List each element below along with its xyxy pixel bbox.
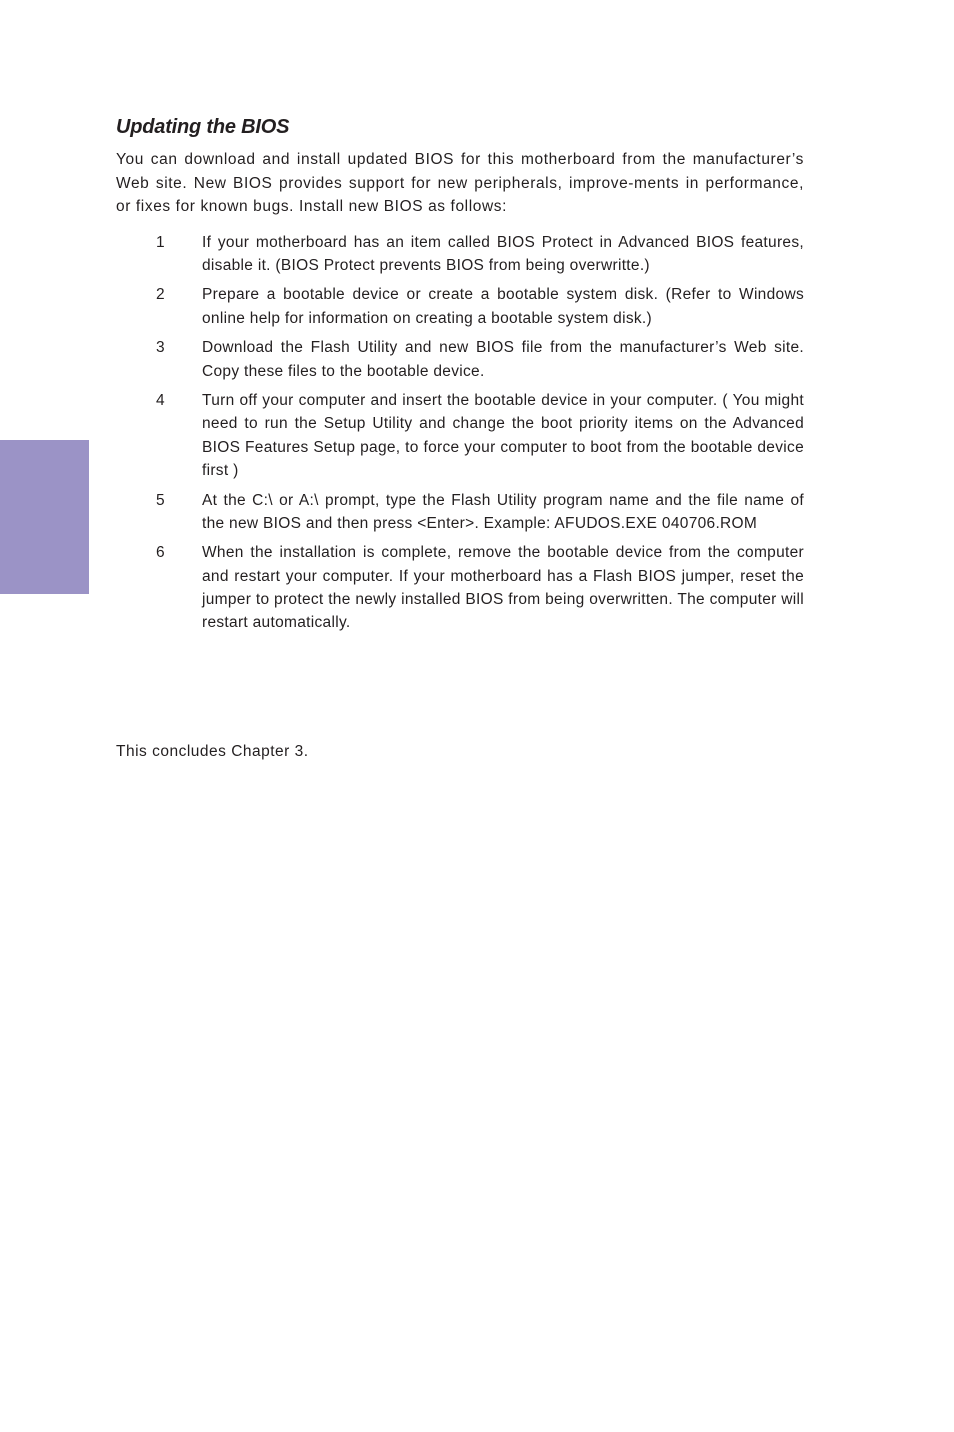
step-text: If your motherboard has an item called BIOS Protect in Advanced BIOS features, disable it. (BIOS Protect prevents BIOS from being overwritte.) [202,233,804,274]
step-number: 1 [156,233,165,251]
page-content [116,112,804,641]
step-text: Download the Flash Utility and new BIOS file from the manufacturer’s Web site. Copy these files to the bootable device. [202,339,804,380]
step-text: Turn off your computer and insert the bootable device in your computer. ( You might need to run the Setup Utility and change the boot priority items on the Advanced BIOS Features Setup page, to force your computer to boot from the bootable device first ) [202,392,804,479]
step-text: When the installation is complete, remove the bootable device from the computer and restart your computer. If your motherboard has a Flash BIOS jumper, reset the jumper to protect the newly installed BIOS from being overwritten. The computer will restart automatically. [202,544,804,632]
list-item [116,389,804,482]
step-number: 5 [156,491,165,509]
step-number: 3 [156,339,165,357]
list-item [116,283,804,329]
step-number: 6 [156,544,165,562]
list-item [116,336,804,382]
step-number: 4 [156,392,165,410]
chapter-conclusion: This concludes Chapter 3. [116,743,309,760]
steps-list [116,231,804,635]
step-text: At the C:\ or A:\ prompt, type the Flash Utility program name and the file name of the new BIOS and then press <Enter>. Example: AFUDOS.EXE 040706.ROM [202,491,804,532]
chapter-side-tab [0,440,89,594]
step-number: 2 [156,286,165,304]
list-item [116,541,804,634]
list-item [116,231,804,277]
intro-paragraph: You can download and install updated BIOS for this motherboard from the manufacturer’s Web site. New BIOS provides support for new peripherals, improve-ments in performance, or fixes for known bugs. Install new BIOS as follows: [116,151,804,215]
section-heading: Updating the BIOS [116,116,290,138]
list-item [116,489,804,535]
step-text: Prepare a bootable device or create a bootable system disk. (Refer to Windows online help for information on creating a bootable system disk.) [202,286,804,327]
